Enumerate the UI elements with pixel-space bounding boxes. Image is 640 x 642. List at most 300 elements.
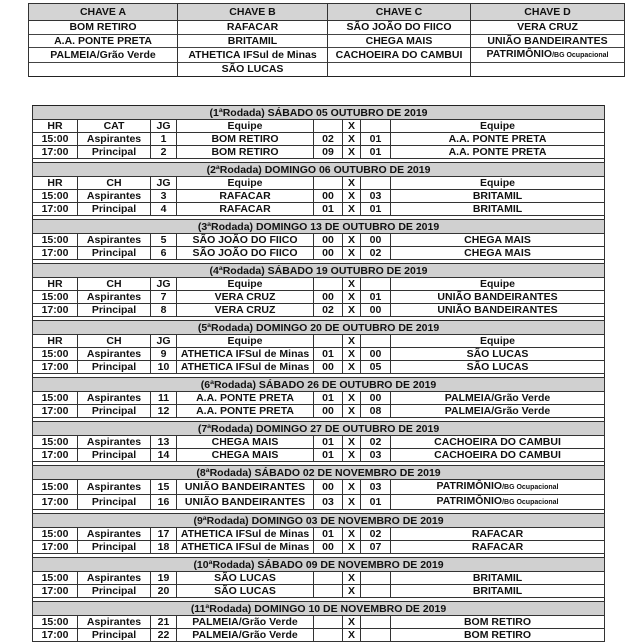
col-header-score-away: [361, 120, 391, 133]
away-team: BRITAMIL: [472, 203, 523, 215]
round-header-row: [33, 602, 605, 616]
game-number: 22: [151, 629, 177, 642]
away-team: RAFACAR: [471, 528, 524, 540]
round-header-row: [33, 514, 605, 528]
game-row: [33, 361, 605, 374]
game-category: Aspirantes: [78, 234, 151, 247]
group-team-cell: [471, 48, 625, 63]
col-header-category: CH: [78, 278, 151, 291]
away-team-cell: [391, 572, 605, 585]
round-title: (11ªRodada) DOMINGO 10 DE NOVEMBRO DE 2019: [33, 602, 605, 616]
game-number: 9: [151, 348, 177, 361]
away-team: CACHOEIRA DO CAMBUI: [434, 449, 561, 461]
column-header-row: [33, 335, 605, 348]
away-team-cell: [391, 348, 605, 361]
away-team-cell: [391, 616, 605, 629]
round-title: (8ªRodada) SÁBADO 02 DE NOVEMBRO DE 2019: [33, 466, 605, 480]
versus-mark: X: [343, 528, 361, 541]
game-time: 15:00: [33, 392, 78, 405]
game-row: [33, 405, 605, 418]
game-row: [33, 495, 605, 510]
team-name: SÃO LUCAS: [221, 63, 284, 76]
col-header-game: JG: [151, 120, 177, 133]
round-header-row: [33, 264, 605, 278]
col-header-x: X: [343, 120, 361, 133]
versus-mark: X: [343, 585, 361, 598]
versus-mark: X: [343, 495, 361, 510]
home-team: BOM RETIRO: [177, 146, 314, 159]
group-team-cell: [178, 21, 328, 35]
home-team: A.A. PONTE PRETA: [177, 392, 314, 405]
round-title: (1ªRodada) SÁBADO 05 OUTUBRO DE 2019: [33, 106, 605, 120]
col-header-home-team: Equipe: [177, 278, 314, 291]
game-category: Principal: [78, 146, 151, 159]
game-time: 17:00: [33, 585, 78, 598]
column-header-row: [33, 177, 605, 190]
round-title: (4ªRodada) SÁBADO 19 OUTUBRO DE 2019: [33, 264, 605, 278]
versus-mark: X: [343, 247, 361, 260]
group-header: CHAVE D: [471, 4, 625, 21]
game-category: Principal: [78, 203, 151, 216]
game-time: 15:00: [33, 234, 78, 247]
away-score: 02: [361, 436, 391, 449]
game-number: 18: [151, 541, 177, 554]
game-category: Aspirantes: [78, 436, 151, 449]
away-score: 03: [361, 480, 391, 495]
away-score: 00: [361, 234, 391, 247]
game-number: 20: [151, 585, 177, 598]
away-team-cell: [391, 480, 605, 495]
group-team-cell: [328, 21, 471, 35]
versus-mark: X: [343, 304, 361, 317]
home-score: 00: [314, 480, 343, 495]
home-score: 09: [314, 146, 343, 159]
round-header-row: [33, 106, 605, 120]
col-header-x: X: [343, 177, 361, 190]
round-title: (3ªRodada) DOMINGO 13 DE OUTUBRO DE 2019: [33, 220, 605, 234]
game-category: Principal: [78, 629, 151, 642]
group-team-cell: [471, 34, 625, 48]
home-team: PALMEIA/Grão Verde: [177, 616, 314, 629]
away-team: SÃO LUCAS: [466, 348, 529, 360]
col-header-category: CAT: [78, 120, 151, 133]
game-category: Aspirantes: [78, 392, 151, 405]
round-title: (9ªRodada) DOMINGO 03 DE NOVEMBRO DE 2019: [33, 514, 605, 528]
away-team: BRITAMIL: [472, 572, 523, 584]
col-header-score-away: [361, 177, 391, 190]
team-name: BOM RETIRO: [69, 21, 137, 34]
game-row: [33, 541, 605, 554]
game-time: 15:00: [33, 190, 78, 203]
col-header-home-team: Equipe: [177, 335, 314, 348]
home-team: VERA CRUZ: [177, 291, 314, 304]
away-team: A.A. PONTE PRETA: [448, 146, 547, 158]
home-team: UNIÃO BANDEIRANTES: [177, 495, 314, 510]
col-header-score-away: [361, 278, 391, 291]
game-number: 21: [151, 616, 177, 629]
away-team: PATRIMÔNIO: [436, 480, 503, 492]
away-team: CACHOEIRA DO CAMBUI: [434, 436, 561, 448]
game-category: Principal: [78, 449, 151, 462]
away-team-cell: [391, 541, 605, 554]
away-score: 03: [361, 449, 391, 462]
versus-mark: X: [343, 449, 361, 462]
game-time: 17:00: [33, 449, 78, 462]
home-team: SÃO JOÃO DO FIICO: [177, 247, 314, 260]
away-team-cell: [391, 392, 605, 405]
versus-mark: X: [343, 190, 361, 203]
away-team: A.A. PONTE PRETA: [448, 133, 547, 145]
away-team-suffix: /BG Ocupacional: [502, 499, 559, 506]
col-header-away-team: Equipe: [391, 120, 605, 133]
away-team-cell: [391, 234, 605, 247]
game-number: 6: [151, 247, 177, 260]
versus-mark: X: [343, 480, 361, 495]
game-number: 3: [151, 190, 177, 203]
col-header-hr: HR: [33, 335, 78, 348]
game-number: 16: [151, 495, 177, 510]
away-score: 01: [361, 203, 391, 216]
home-score: 01: [314, 203, 343, 216]
team-name: RAFACAR: [226, 21, 279, 34]
col-header-category: CH: [78, 177, 151, 190]
group-team-cell: [29, 48, 178, 63]
round-header-row: [33, 321, 605, 335]
home-team: ATHETICA IFSul de Minas: [177, 528, 314, 541]
versus-mark: X: [343, 616, 361, 629]
home-score: 03: [314, 495, 343, 510]
game-row: [33, 480, 605, 495]
away-score: 02: [361, 247, 391, 260]
away-team: SÃO LUCAS: [466, 361, 529, 373]
col-header-away-team: Equipe: [391, 177, 605, 190]
game-number: 1: [151, 133, 177, 146]
round-header-row: [33, 422, 605, 436]
away-team: PATRIMÔNIO: [436, 495, 503, 507]
team-name-suffix: /BG Ocupacional: [552, 52, 609, 59]
home-team: CHEGA MAIS: [177, 449, 314, 462]
versus-mark: X: [343, 348, 361, 361]
away-team: BOM RETIRO: [463, 616, 532, 628]
game-number: 19: [151, 572, 177, 585]
away-score: [361, 585, 391, 598]
game-row: [33, 616, 605, 629]
away-team-cell: [391, 146, 605, 159]
col-header-away-team: Equipe: [391, 278, 605, 291]
group-team-cell: [178, 34, 328, 48]
home-team: UNIÃO BANDEIRANTES: [177, 480, 314, 495]
game-row: [33, 234, 605, 247]
game-time: 17:00: [33, 405, 78, 418]
round-title: (2ªRodada) DOMINGO 06 OUTUBRO DE 2019: [33, 163, 605, 177]
group-team-cell: [328, 63, 471, 77]
away-team: PALMEIA/Grão Verde: [444, 392, 551, 404]
home-score: [314, 572, 343, 585]
home-team: A.A. PONTE PRETA: [177, 405, 314, 418]
round-title: (6ªRodada) SÁBADO 26 DE OUTUBRO DE 2019: [33, 378, 605, 392]
home-score: 02: [314, 304, 343, 317]
team-name: SÃO JOÃO DO FIICO: [346, 21, 452, 34]
away-score: 01: [361, 291, 391, 304]
column-header-row: [33, 120, 605, 133]
away-score: 02: [361, 528, 391, 541]
game-number: 12: [151, 405, 177, 418]
game-category: Aspirantes: [78, 133, 151, 146]
away-team: CHEGA MAIS: [464, 234, 531, 246]
group-team-cell: [178, 48, 328, 63]
game-row: [33, 585, 605, 598]
group-team-cell: [29, 34, 178, 48]
col-header-hr: HR: [33, 177, 78, 190]
group-row: [29, 63, 625, 77]
game-row: [33, 133, 605, 146]
game-time: 17:00: [33, 541, 78, 554]
game-category: Aspirantes: [78, 572, 151, 585]
game-time: 17:00: [33, 495, 78, 510]
away-team-cell: [391, 449, 605, 462]
game-time: 15:00: [33, 528, 78, 541]
game-number: 8: [151, 304, 177, 317]
away-score: 07: [361, 541, 391, 554]
home-score: 01: [314, 392, 343, 405]
group-team-cell: [29, 63, 178, 77]
home-score: 00: [314, 405, 343, 418]
versus-mark: X: [343, 291, 361, 304]
game-time: 17:00: [33, 304, 78, 317]
versus-mark: X: [343, 572, 361, 585]
away-team-cell: [391, 585, 605, 598]
game-category: Aspirantes: [78, 480, 151, 495]
home-team: CHEGA MAIS: [177, 436, 314, 449]
col-header-game: JG: [151, 335, 177, 348]
home-score: [314, 585, 343, 598]
group-header: CHAVE C: [328, 4, 471, 21]
game-category: Principal: [78, 361, 151, 374]
group-team-cell: [178, 63, 328, 77]
home-score: 01: [314, 528, 343, 541]
home-team: SÃO JOÃO DO FIICO: [177, 234, 314, 247]
col-header-category: CH: [78, 335, 151, 348]
game-category: Principal: [78, 247, 151, 260]
game-number: 11: [151, 392, 177, 405]
versus-mark: X: [343, 234, 361, 247]
game-number: 2: [151, 146, 177, 159]
col-header-home-team: Equipe: [177, 177, 314, 190]
home-score: 00: [314, 234, 343, 247]
round-title: (5ªRodada) DOMINGO 20 DE OUTUBRO DE 2019: [33, 321, 605, 335]
round-title: (10ªRodada) SÁBADO 09 DE NOVEMBRO DE 2019: [33, 558, 605, 572]
round-title: (7ªRodada) DOMINGO 27 DE OUTUBRO DE 2019: [33, 422, 605, 436]
col-header-game: JG: [151, 278, 177, 291]
game-time: 17:00: [33, 146, 78, 159]
away-team: UNIÃO BANDEIRANTES: [437, 304, 558, 316]
away-team-cell: [391, 190, 605, 203]
team-name: CHEGA MAIS: [365, 34, 433, 47]
game-row: [33, 392, 605, 405]
away-team: BRITAMIL: [472, 585, 523, 597]
away-team: RAFACAR: [471, 541, 524, 553]
col-header-x: X: [343, 278, 361, 291]
team-name: UNIÃO BANDEIRANTES: [487, 34, 608, 47]
game-category: Aspirantes: [78, 348, 151, 361]
away-team: BOM RETIRO: [463, 629, 532, 641]
game-time: 15:00: [33, 133, 78, 146]
away-team: CHEGA MAIS: [464, 247, 531, 259]
home-score: [314, 616, 343, 629]
team-name: BRITAMIL: [227, 34, 278, 47]
away-score: 01: [361, 146, 391, 159]
game-category: Principal: [78, 304, 151, 317]
game-category: Principal: [78, 541, 151, 554]
away-score: 00: [361, 392, 391, 405]
group-team-cell: [29, 21, 178, 35]
col-header-score-home: [314, 278, 343, 291]
game-category: Aspirantes: [78, 528, 151, 541]
home-team: VERA CRUZ: [177, 304, 314, 317]
home-team: PALMEIA/Grão Verde: [177, 629, 314, 642]
away-team-cell: [391, 436, 605, 449]
game-row: [33, 572, 605, 585]
round-header-row: [33, 466, 605, 480]
col-header-score-home: [314, 335, 343, 348]
game-row: [33, 146, 605, 159]
col-header-home-team: Equipe: [177, 120, 314, 133]
group-team-cell: [328, 48, 471, 63]
game-row: [33, 449, 605, 462]
column-header-row: [33, 278, 605, 291]
game-row: [33, 190, 605, 203]
versus-mark: X: [343, 541, 361, 554]
team-name: PALMEIA/Grão Verde: [50, 49, 156, 61]
game-number: 7: [151, 291, 177, 304]
versus-mark: X: [343, 392, 361, 405]
home-score: 01: [314, 449, 343, 462]
game-number: 17: [151, 528, 177, 541]
versus-mark: X: [343, 405, 361, 418]
home-score: 00: [314, 190, 343, 203]
game-time: 15:00: [33, 348, 78, 361]
away-team-cell: [391, 361, 605, 374]
away-team-cell: [391, 133, 605, 146]
versus-mark: X: [343, 629, 361, 642]
away-score: 08: [361, 405, 391, 418]
versus-mark: X: [343, 146, 361, 159]
home-team: ATHETICA IFSul de Minas: [177, 541, 314, 554]
home-team: ATHETICA IFSul de Minas: [177, 361, 314, 374]
game-number: 10: [151, 361, 177, 374]
col-header-score-home: [314, 120, 343, 133]
game-category: Principal: [78, 495, 151, 510]
game-time: 17:00: [33, 361, 78, 374]
group-team-cell: [471, 63, 625, 77]
away-score: 01: [361, 133, 391, 146]
round-header-row: [33, 558, 605, 572]
col-header-hr: HR: [33, 120, 78, 133]
game-time: 17:00: [33, 629, 78, 642]
game-number: 4: [151, 203, 177, 216]
home-score: 01: [314, 348, 343, 361]
game-time: 17:00: [33, 247, 78, 260]
game-category: Aspirantes: [78, 291, 151, 304]
game-number: 15: [151, 480, 177, 495]
home-team: ATHETICA IFSul de Minas: [177, 348, 314, 361]
away-score: 01: [361, 495, 391, 510]
game-category: Principal: [78, 405, 151, 418]
col-header-x: X: [343, 335, 361, 348]
team-name: PATRIMÔNIO: [486, 48, 553, 60]
group-team-cell: [471, 21, 625, 35]
away-score: 00: [361, 348, 391, 361]
away-team: BRITAMIL: [472, 190, 523, 202]
game-row: [33, 203, 605, 216]
versus-mark: X: [343, 203, 361, 216]
away-team-cell: [391, 405, 605, 418]
away-score: 05: [361, 361, 391, 374]
groups-header-row: [29, 4, 625, 21]
away-team-cell: [391, 304, 605, 317]
game-category: Aspirantes: [78, 190, 151, 203]
home-score: 02: [314, 133, 343, 146]
col-header-score-away: [361, 335, 391, 348]
away-team-cell: [391, 528, 605, 541]
home-team: RAFACAR: [177, 190, 314, 203]
home-score: 00: [314, 541, 343, 554]
game-row: [33, 247, 605, 260]
away-team: UNIÃO BANDEIRANTES: [437, 291, 558, 303]
away-team-suffix: /BG Ocupacional: [502, 484, 559, 491]
away-team: PALMEIA/Grão Verde: [444, 405, 551, 417]
home-team: BOM RETIRO: [177, 133, 314, 146]
groups-table: [28, 3, 625, 77]
away-team-cell: [391, 203, 605, 216]
home-score: 00: [314, 361, 343, 374]
game-number: 5: [151, 234, 177, 247]
team-name: CACHOEIRA DO CAMBUI: [335, 49, 463, 61]
versus-mark: X: [343, 436, 361, 449]
game-category: Aspirantes: [78, 616, 151, 629]
game-number: 13: [151, 436, 177, 449]
game-time: 15:00: [33, 572, 78, 585]
group-row: [29, 34, 625, 48]
home-score: 00: [314, 291, 343, 304]
round-header-row: [33, 378, 605, 392]
team-name: VERA CRUZ: [517, 21, 578, 34]
group-header: CHAVE B: [178, 4, 328, 21]
game-time: 17:00: [33, 203, 78, 216]
away-team-cell: [391, 247, 605, 260]
col-header-hr: HR: [33, 278, 78, 291]
game-time: 15:00: [33, 480, 78, 495]
away-score: [361, 572, 391, 585]
versus-mark: X: [343, 361, 361, 374]
game-number: 14: [151, 449, 177, 462]
away-team-cell: [391, 291, 605, 304]
home-team: SÃO LUCAS: [177, 572, 314, 585]
game-row: [33, 528, 605, 541]
col-header-game: JG: [151, 177, 177, 190]
group-row: [29, 48, 625, 63]
round-header-row: [33, 163, 605, 177]
group-row: [29, 21, 625, 35]
round-header-row: [33, 220, 605, 234]
col-header-score-home: [314, 177, 343, 190]
game-row: [33, 348, 605, 361]
team-name: ATHETICA IFSul de Minas: [188, 49, 317, 61]
home-team: SÃO LUCAS: [177, 585, 314, 598]
home-team: RAFACAR: [177, 203, 314, 216]
game-time: 15:00: [33, 616, 78, 629]
game-row: [33, 291, 605, 304]
